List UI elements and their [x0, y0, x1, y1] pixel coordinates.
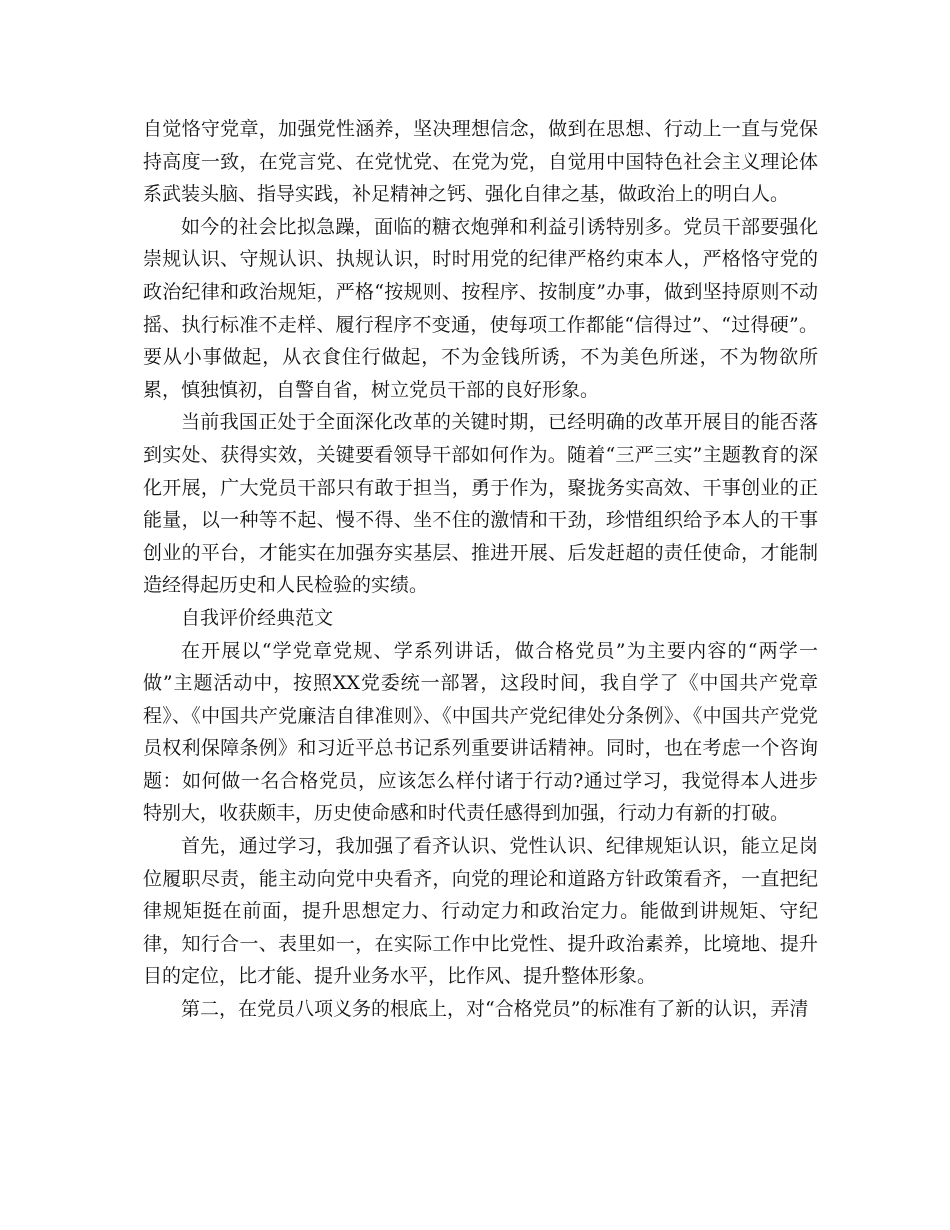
paragraph-3: 当前我国正处于全面深化改革的关键时期，已经明确的改革开展目的能否落到实处、获得实效，关键要看领导干部如何作为。随着“三严三实”主题教育的深化开展，广大党员干部只有敢于担当，勇于作为，聚拢务实高效、干事创业的正能量，以一种等不起、慢不得、坐不住的激情和干劲，珍惜组织给予本人的干事创业的平台，才能实在加强夯实基层、推进开展、后发赶超的责任使命，才能制造经得起历史和人民检验的实绩。: [143, 411, 818, 597]
paragraph-4: 在开展以“学党章党规、学系列讲话，做合格党员”为主要内容的“两学一做”主题活动中，按照XX党委统一部署，这段时间，我自学了《中国共产党章程》、《中国共产党廉洁自律准则》、《中国共产党纪律处分条例》、《中国共产党党员权利保障条例》和习近平总书记系列重要讲话精神。同时，也在考虑一个咨询题：如何做一名合格党员，应该怎么样付诸于行动?通过学习，我觉得本人进步特别大，收获颇丰，历史使命感和时代责任感得到加强，行动力有新的打破。: [143, 639, 818, 825]
document-page: [143, 113, 818, 1026]
paragraph-5: 首先，通过学习，我加强了看齐认识、党性认识、纪律规矩认识，能立足岗位履职尽责，能主动向党中央看齐，向党的理论和道路方针政策看齐，一直把纪律规矩挺在前面，提升思想定力、行动定力和政治定力。能做到讲规矩、守纪律，知行合一、表里如一，在实际工作中比党性、提升政治素养，比境地、提升目的定位，比才能、提升业务水平，比作风、提升整体形象。: [143, 835, 818, 988]
paragraph-1: 自觉恪守党章，加强党性涵养，坚决理想信念，做到在思想、行动上一直与党保持高度一致，在党言党、在党忧党、在党为党，自觉用中国特色社会主义理论体系武装头脑、指导实践，补足精神之钙、强化自律之基，做政治上的明白人。: [143, 118, 818, 206]
paragraph-6: 第二，在党员八项义务的根底上，对“合格党员”的标准有了新的认识，弄清: [181, 998, 809, 1021]
paragraph-2: 如今的社会比拟急躁，面临的糖衣炮弹和利益引诱特别多。党员干部要强化崇规认识、守规认识、执规认识，时时用党的纪律严格约束本人，严格恪守党的政治纪律和政治规矩，严格“按规则、按程序、按制度”办事，做到坚持原则不动摇、执行标准不走样、履行程序不变通，使每项工作都能“信得过”、“过得硬”。要从小事做起，从衣食住行做起，不为金钱所诱，不为美色所迷，不为物欲所累，慎独慎初，自警自省，树立党员干部的良好形象。: [143, 215, 818, 401]
section-heading: 自我评价经典范文: [181, 606, 334, 629]
